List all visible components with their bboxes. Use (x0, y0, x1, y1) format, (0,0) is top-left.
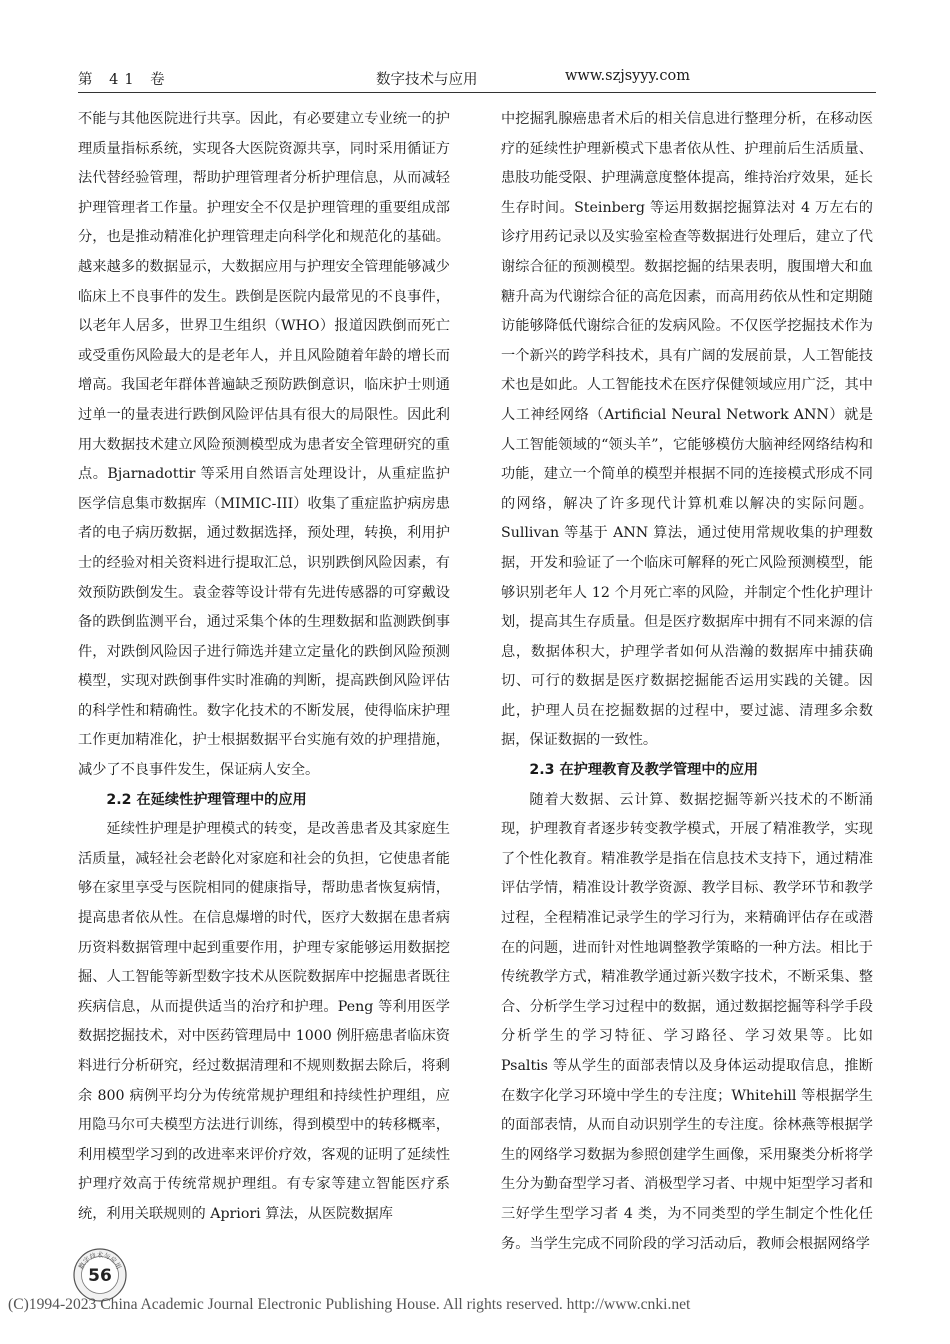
page-number: 56 (88, 1266, 112, 1286)
right-column (501, 105, 873, 1259)
journal-title: 数字技术与应用 (376, 72, 478, 88)
header-rule (78, 92, 876, 93)
page-number-badge (72, 1247, 128, 1303)
journal-website: www.szjsyyy.com (565, 68, 690, 84)
paragraph: 不能与其他医院进行共享。因此，有必要建立专业统一的护理质量指标系统，实现各大医院资源共享，同时采用循证方法代替经验管理，帮助护理管理者分析护理信息，从而减轻护理管理者工作量。护理安全不仅是护理管理的重要组成部分，也是推动精准化护理管理走向科学化和规范化的基础。越来越多的数据显示，大数据应用与护理安全管理能够减少临床上不良事件的发生。跌倒是医院内最常见的不良事件，以老年人居多，世界卫生组织（WHO）报道因跌倒而死亡或受重伤风险最大的是老年人，并且风险随着年龄的增长而增高。我国老年群体普遍缺乏预防跌倒意识，临床护士则通过单一的量表进行跌倒风险评估具有很大的局限性。因此利用大数据技术建立风险预测模型成为患者安全管理研究的重点。Bjarnadottir 等采用自然语言处理设计，从重症监护医学信息集市数据库（MIMIC-III）收集了重症监护病房患者的电子病历数据，通过数据选择，预处理，转换，利用护士的经验对相关资料进行提取汇总，识别跌倒风险因素，有效预防跌倒发生。袁金蓉等设计带有先进传感器的可穿戴设备的跌倒监测平台，通过采集个体的生理数据和监测跌倒事件，对跌倒风险因子进行筛选并建立定量化的跌倒风险预测模型，实现对跌倒事件实时准确的判断，提高跌倒风险评估的科学性和精确性。数字化技术的不断发展，使得临床护理工作更加精准化，护士根据数据平台实施有效的护理措施，减少了不良事件发生，保证病人安全。 (78, 111, 450, 779)
copyright-footer: (C)1994-2023 China Academic Journal Electronic Publishing House. All rights reserved. http://www.cnki.net (8, 1296, 691, 1313)
volume-label: 第 41 卷 (78, 72, 171, 88)
paragraph: 随着大数据、云计算、数据挖掘等新兴技术的不断涌现，护理教育者逐步转变教学模式，开展了精准教学，实现了个性化教育。精准教学是指在信息技术支持下，通过精准评估学情，精准设计教学资源、教学目标、教学环节和教学过程，全程精准记录学生的学习行为，来精确评估存在或潜在的问题，进而针对性地调整教学策略的一种方法。相比于传统教学方式，精准教学通过新兴数字技术，不断采集、整合、分析学生学习过程中的数据，通过数据挖掘等科学手段分析学生的学习特征、学习路径、学习效果等。比如 Psaltis 等从学生的面部表情以及身体运动提取信息，推断在数字化学习环境中学生的专注度；Whitehill 等根据学生的面部表情，从而自动识别学生的专注度。徐林燕等根据学生的网络学习数据为参照创建学生画像，采用聚类分析将学生分为勤奋型学习者、消极型学习者、中规中矩型学习者和三好学生型学习者 4 类，为不同类型的学生制定个性化任务。当学生完成不同阶段的学习活动后，教师会根据网络学 (501, 791, 873, 1252)
section-heading-2-3: 2.3 在护理教育及教学管理中的应用 (529, 762, 759, 779)
paragraph: 延续性护理是护理模式的转变，是改善患者及其家庭生活质量，减轻社会老龄化对家庭和社会的负担，它使患者能够在家里享受与医院相同的健康指导，帮助患者恢复病情，提高患者依从性。在信息爆增的时代，医疗大数据在患者病历资料数据管理中起到重要作用，护理专家能够运用数据挖掘、人工智能等新型数字技术从医院数据库中挖掘患者既往疾病信息，从而提供适当的治疗和护理。Peng 等利用医学数据挖掘技术，对中医药管理局中 1000 例肝癌患者临床资料进行分析研究，经过数据清理和不规则数据去除后，将剩余 800 病例平均分为传统常规护理组和持续性护理组，应用隐马尔可夫模型方法进行训练，得到模型中的转移概率，利用模型学习到的改进率来评价疗效，客观的证明了延续性护理疗效高于传统常规护理组。有专家等建立智能医疗系统，利用关联规则的 Apriori 算法，从医院数据库 (78, 821, 450, 1222)
left-column (78, 105, 450, 1230)
svg-text:数字技术与应用: 数字技术与应用 (77, 1251, 123, 1271)
running-header (78, 68, 878, 92)
paragraph: 中挖掘乳腺癌患者术后的相关信息进行整理分析，在移动医疗的延续性护理新模式下患者依从性、护理前后生活质量、患肢功能受限、护理满意度整体提高，维持治疗效果，延长生存时间。Steinberg 等运用数据挖掘算法对 4 万左右的诊疗用药记录以及实验室检查等数据进行处理后，建立了代谢综合征的预测模型。数据挖掘的结果表明，腹围增大和血糖升高为代谢综合征的高危因素，而高用药依从性和定期随访能够降低代谢综合征的发病风险。不仅医学挖掘技术作为一个新兴的跨学科技术，具有广阔的发展前景，人工智能技术也是如此。人工智能技术在医疗保健领域应用广泛，其中人工神经网络（Artificial Neural Network ANN）就是人工智能领域的“领头羊”，它能够模仿大脑神经网络结构和功能，建立一个简单的模型并根据不同的连接模式形成不同的网络，解决了许多现代计算机难以解决的实际问题。Sullivan 等基于 ANN 算法，通过使用常规收集的护理数据，开发和验证了一个临床可解释的死亡风险预测模型，能够识别老年人 12 个月死亡率的风险，并制定个性化护理计划，提高其生存质量。但是医疗数据库中拥有不同来源的信息，数据体积大，护理学者如何从浩瀚的数据库中捕获确切、可行的数据是医疗数据挖掘能否运用实践的关键。因此，护理人员在挖掘数据的过程中，要过滤、清理多余数据，保证数据的一致性。 (501, 111, 873, 749)
section-heading-2-2: 2.2 在延续性护理管理中的应用 (106, 791, 307, 808)
